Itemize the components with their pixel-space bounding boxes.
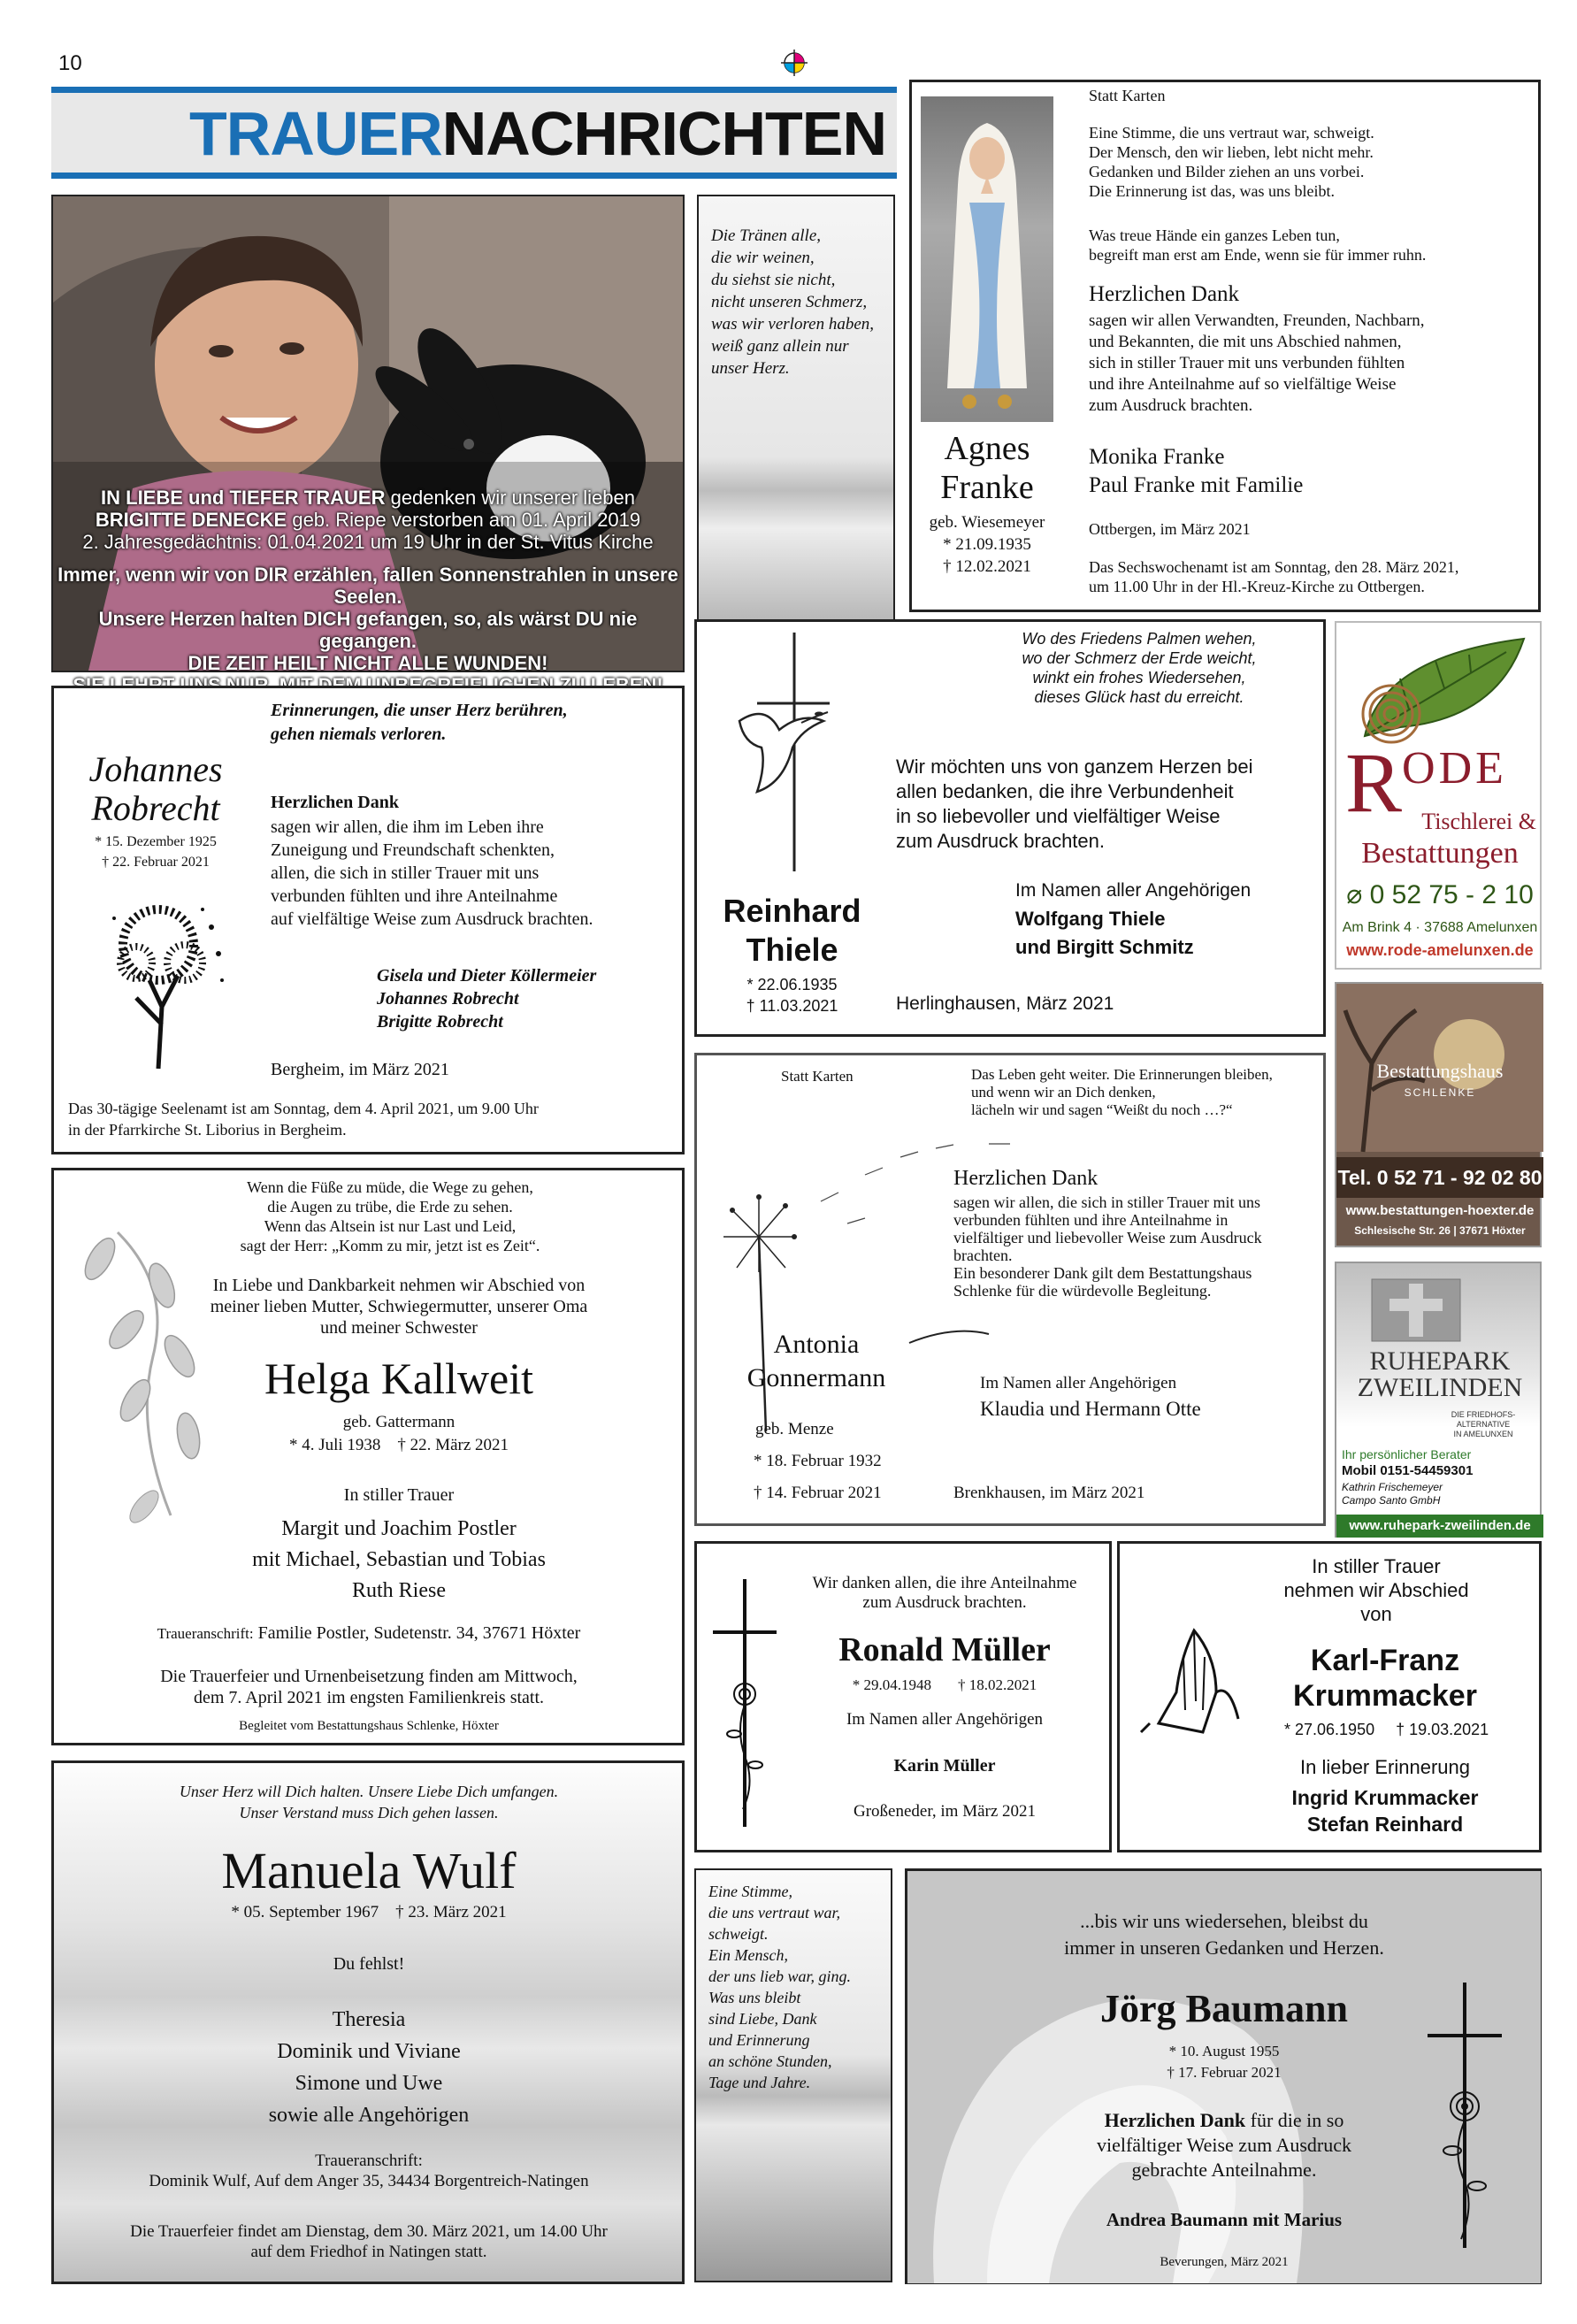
mueller-on-behalf: Im Namen aller Angehörigen [846,1710,1044,1729]
baumann-born: * 10. August 1955 [1168,2043,1280,2059]
ruhepark-web[interactable]: www.ruhepark-zweilinden.de [1336,1515,1543,1538]
kallweit-intro: In Liebe und Dankbarkeit nehmen wir Abschied von meiner lieben Mutter, Schwiegermutter, unserer Oma und meiner Schwester [210,1276,588,1338]
baumann-name: Jörg Baumann [1100,1987,1348,2030]
rode-phone-number: 0 52 75 - 2 10 [1369,880,1534,909]
kallweit-family: Margit und Joachim Postler mit Michael, Sebastian und Tobias Ruth Riese [252,1517,546,1602]
robrecht-born: * 15. Dezember 1925 [95,834,217,849]
rode-address: Am Brink 4 · 37688 Amelunxen [1342,920,1538,935]
franke-thanks: sagen wir allen Verwandten, Freunden, Nachbarn, und Bekannten, die mit uns Abschied nahmen, sich in stiller Trauer mit uns verbunden fühlten und ihre Anteilnahme auf so vielfältige Weise zum Ausdruck brachten. [1089,311,1425,415]
kallweit-dates: * 4. Juli 1938 † 22. März 2021 [288,1436,509,1454]
gonnermann-name: Antonia Gonnermann [746,1330,886,1392]
schlenke-title: Bestattungshaus [1376,1060,1504,1082]
denecke-line1-a: IN LIEBE [101,487,183,509]
denecke-line1-d: gedenken wir unserer lieben [385,487,635,509]
ad-schlenke [1335,982,1542,1247]
baumann-quote: ...bis wir uns wiedersehen, bleibst du immer in unseren Gedanken und Herzen. [1064,1910,1384,1959]
kallweit-address-value: Familie Postler, Sudetenstr. 34, 37671 Höxter [253,1623,581,1643]
thiele-died: † 11.03.2021 [746,997,838,1015]
ad-ruhepark [1335,1262,1542,1538]
gonnermann-family: Klaudia und Hermann Otte [980,1398,1201,1420]
denecke-line1-b: und [182,487,230,509]
franke-family: Monika Franke Paul Franke mit Familie [1089,445,1304,497]
kallweit-mourning: In stiller Trauer [343,1485,455,1505]
thiele-poem: Wo des Friedens Palmen wehen, wo der Schmerz der Erde weicht, winkt ein frohes Wiedersehen, dieses Glück hast du erreicht. [1022,630,1257,706]
rode-bestattungen: Bestattungen [1361,837,1519,870]
robrecht-thanks-head: Herzlichen Dank [271,793,399,812]
rode-tischlerei: Tischlerei & [1421,809,1536,834]
baumann-thanks-head: Herzlichen Dank [1104,2109,1246,2131]
wulf-funeral: Die Trauerfeier findet am Dienstag, dem 30. März 2021, um 14.00 Uhr auf dem Friedhof in Natingen statt. [130,2222,608,2261]
virgin-mary-image [921,96,1053,422]
gonnermann-birth-name: geb. Menze [755,1420,834,1438]
denecke-line6: DIE ZEIT HEILT NICHT ALLE WUNDEN! [188,652,548,674]
krummacker-dates [1284,1721,1489,1739]
schlenke-web[interactable]: www.bestattungen-hoexter.de [1345,1203,1535,1218]
rode-ode: ODE [1402,743,1507,794]
franke-birth-name: geb. Wiesemeyer [929,513,1045,532]
obituary-wulf [51,1760,685,2284]
poem-tears-text: Die Tränen alle, die wir weinen, du siehst sie nicht, nicht unseren Schmerz, was wir verloren haben, weiß ganz allein nur unser Herz. [711,226,875,378]
wulf-dates: * 05. September 1967 † 23. März 2021 [231,1903,507,1921]
denecke-line2-b: geb. Riepe verstorben am 01. April 2019 [287,509,641,531]
poem-voice [694,1868,892,2282]
obituary-franke [909,80,1541,612]
mueller-born: * 29.04.1948 [852,1676,931,1693]
thiele-family: Wolfgang Thiele und Birgitt Schmitz [1015,908,1194,958]
franke-died: † 12.02.2021 [943,557,1031,576]
baumann-thanks [907,2108,1541,2182]
kallweit-address [54,1623,684,1644]
baumann-died: † 17. Februar 2021 [1167,2064,1282,2081]
poem-tears [697,195,895,672]
denecke-line5: Unsere Herzen halten DICH gefangen, so, als wärst DU nie gegangen. [98,608,638,652]
rode-phone [1336,879,1543,910]
ruhepark-mobile: Mobil 0151-54459301 [1342,1463,1474,1478]
wulf-quote: Unser Herz will Dich halten. Unsere Liebe Dich umfangen. Unser Verstand muss Dich gehen lassen. [179,1783,559,1822]
thiele-text: Wir möchten uns von ganzem Herzen bei allen bedanken, die ihre Verbundenheit in so liebevoller und vielfältiger Weise zum Ausdruck brachten. [896,755,1253,852]
wulf-missed: Du fehlst! [333,1954,405,1974]
robrecht-name: Johannes Robrecht [88,749,223,828]
masthead-rule-bottom [51,173,897,179]
ruhepark-tag: DIE FRIEDHOFS- ALTERNATIVE IN AMELUNXEN [1451,1410,1516,1438]
obituary-gonnermann [694,1053,1326,1526]
kallweit-funeral: Die Trauerfeier und Urnenbeisetzung finden am Mittwoch, dem 7. April 2021 im engsten Familienkreis statt. [160,1667,578,1707]
mueller-name: Ronald Müller [838,1631,1051,1668]
gonnermann-born: * 18. Februar 1932 [754,1452,882,1470]
wulf-address: Traueranschrift: Dominik Wulf, Auf dem Anger 35, 34434 Borgentreich-Natingen [149,2151,589,2190]
obituary-mueller [694,1541,1112,1852]
krummacker-died: † 19.03.2021 [1396,1721,1489,1738]
krummacker-name: Karl-Franz Krummacker [1293,1644,1477,1713]
franke-name [912,429,1062,507]
wulf-family: Theresia Dominik und Viviane Simone und Uwe sowie alle Angehörigen [268,2008,470,2127]
title-blue-part: TRAUER [189,99,442,168]
page-number: 10 [58,51,82,75]
mueller-thanks: Wir danken allen, die ihre Anteilnahme zum Ausdruck brachten. [812,1574,1077,1612]
masthead-rule-top [51,87,897,93]
gonnermann-statt: Statt Karten [781,1068,854,1085]
gonnermann-place: Brenkhausen, im März 2021 [953,1484,1145,1502]
baumann-family: Andrea Baumann mit Marius [1106,2209,1343,2230]
ruhepark-person: Kathrin Frischemeyer [1342,1481,1443,1493]
gonnermann-on-behalf: Im Namen aller Angehörigen [980,1374,1177,1392]
mueller-place: Großeneder, im März 2021 [853,1802,1037,1821]
baumann-place: Beverungen, März 2021 [1160,2255,1289,2269]
denecke-line1-c: TIEFER TRAUER [229,487,386,509]
ruhepark-advisor: Ihr persönlicher Berater [1342,1447,1472,1461]
robrecht-family: Gisela und Dieter Köllermeier Johannes Robrecht Brigitte Robrecht [377,966,597,1032]
obituary-robrecht [51,686,685,1154]
gonnermann-thanks-head: Herzlichen Dank [953,1167,1099,1190]
rode-web[interactable]: www.rode-amelunxen.de [1346,941,1534,959]
obituary-thiele [694,619,1326,1037]
leaf-logo-icon [1347,630,1535,747]
kallweit-birth-name: geb. Gattermann [342,1413,455,1431]
denecke-line3: 2. Jahresgedächtnis: 01.04.2021 um 19 Uhr in der St. Vitus Kirche [82,531,654,553]
denecke-line2-a: BRIGITTE DENECKE [95,509,287,531]
mueller-dates [777,1676,1113,1694]
wulf-name: Manuela Wulf [221,1842,517,1899]
denecke-line4: Immer, wenn wir von DIR erzählen, fallen Sonnenstrahlen in unsere Seelen. [57,564,678,608]
tree-icon [96,892,229,1069]
baumann-thanks-rest: für die in so vielfältiger Weise zum Ausdruck gebrachte Anteilnahme. [1096,2109,1352,2181]
thiele-born: * 22.06.1935 [746,976,838,993]
cross-rose-icon [709,1579,780,1827]
krummacker-family: Ingrid Krummacker Stefan Reinhard [1291,1786,1479,1836]
title-black-part: NACHRICHTEN [441,99,886,168]
kallweit-name: Helga Kallweit [264,1354,534,1403]
gonnermann-thanks: sagen wir allen, die sich in stiller Trauer mit uns verbunden fühlten und ihre Anteilnahme in vielfältiger und liebevoller Weise zum Ausdruck brachten. Ein besonderer Dank gilt dem Bestattungshaus Schlenke für die würdevolle Begleitung. [953,1193,1262,1300]
robrecht-quote: Erinnerungen, die unser Herz berühren, gehen niemals verloren. [271,701,568,744]
madonna-statue-icon [921,96,1053,422]
schlenke-phone: Tel. 0 52 71 - 92 02 80 [1336,1157,1543,1198]
obituary-denecke [51,195,685,672]
schlenke-address: Schlesische Str. 26 | 37671 Höxter [1354,1224,1526,1237]
robrecht-place: Bergheim, im März 2021 [271,1060,449,1079]
denecke-line1 [53,487,683,509]
franke-mass: Das Sechswochenamt ist am Sonntag, den 28. März 2021, um 11.00 Uhr in der Hl.-Kreuz-Kirche zu Ottbergen. [1089,558,1459,595]
franke-first-name: Agnes [944,430,1030,467]
obituary-baumann [905,1868,1542,2284]
thiele-place: Herlinghausen, März 2021 [896,993,1114,1014]
thiele-name: Reinhard Thiele [723,893,861,968]
stone-cross-icon [1363,1270,1469,1350]
franke-statt: Statt Karten [1089,87,1166,104]
ruhepark-title: RUHEPARK ZWEILINDEN [1357,1346,1523,1402]
franke-poem2: Was treue Hände ein ganzes Leben tun, begreift man erst am Ende, wenn sie für immer ruhn. [1089,226,1427,264]
ruhepark-company: Campo Santo GmbH [1342,1494,1441,1507]
registration-mark-icon [781,50,808,76]
krummacker-born: * 27.06.1950 [1284,1721,1375,1738]
robrecht-thanks: sagen wir allen, die ihm im Leben ihre Zuneigung und Freundschaft schenkten, allen, die sich in stiller Trauer mit uns verbunden fühlten und ihre Anteilnahme auf vielfältige Weise zum Ausdruck brachten. [271,817,593,929]
ad-rode [1335,621,1542,970]
obituary-krummacker [1117,1541,1542,1852]
kallweit-undertaker: Begleitet vom Bestattungshaus Schlenke, Höxter [239,1719,499,1733]
kallweit-poem: Wenn die Füße zu müde, die Wege zu gehen, die Augen zu trübe, die Erde zu sehen. Wenn das Altsein ist nur Last und Leid, sagt der Herr: „Komm zu mir, jetzt ist es Zeit“. [240,1178,540,1254]
praying-hands-icon [1132,1622,1256,1737]
franke-poem: Eine Stimme, die uns vertraut war, schweigt. Der Mensch, den wir lieben, lebt nicht mehr. Gedanken und Bilder ziehen an uns vorbei. Die Erinnerung ist das, was uns bleibt. [1089,124,1374,200]
phone-icon: ⌀ [1346,880,1370,909]
cross-dove-icon [731,633,837,880]
krummacker-memory: In lieber Erinnerung [1299,1756,1470,1778]
robrecht-mass: Das 30-tägige Seelenamt ist am Sonntag, dem 4. April 2021, um 9.00 Uhr in der Pfarrkirche St. Liborius in Bergheim. [68,1100,539,1139]
rode-r: R [1345,735,1403,830]
denecke-line2 [53,509,683,531]
franke-born: * 21.09.1935 [943,535,1031,554]
robrecht-died: † 22. Februar 2021 [102,855,210,870]
franke-last-name: Franke [940,469,1034,506]
denecke-text [53,487,683,696]
poem-voice-text: Eine Stimme, die uns vertraut war, schweigt. Ein Mensch, der uns lieb war, ging. Was uns bleibt sind Liebe, Dank und Erinnerung an schöne Stunden, Tage und Jahre. [708,1883,852,2091]
franke-place: Ottbergen, im März 2021 [1089,520,1251,538]
gonnermann-died: † 14. Februar 2021 [754,1484,882,1502]
mueller-died: † 18.02.2021 [958,1676,1037,1693]
gonnermann-poem: Das Leben geht weiter. Die Erinnerungen bleiben, und wenn wir an Dich denken, lächeln wir und sagen “Weißt du noch …?“ [971,1066,1273,1118]
mueller-family: Karin Müller [893,1756,996,1776]
kallweit-address-label: Traueranschrift: [157,1625,254,1642]
schlenke-subtitle: SCHLENKE [1404,1086,1476,1099]
page-title [51,97,886,170]
franke-thanks-head: Herzlichen Dank [1089,282,1240,306]
krummacker-intro: In stiller Trauer nehmen wir Abschied von [1283,1555,1469,1625]
thiele-on-behalf: Im Namen aller Angehörigen [1015,880,1252,901]
obituary-kallweit [51,1168,685,1745]
